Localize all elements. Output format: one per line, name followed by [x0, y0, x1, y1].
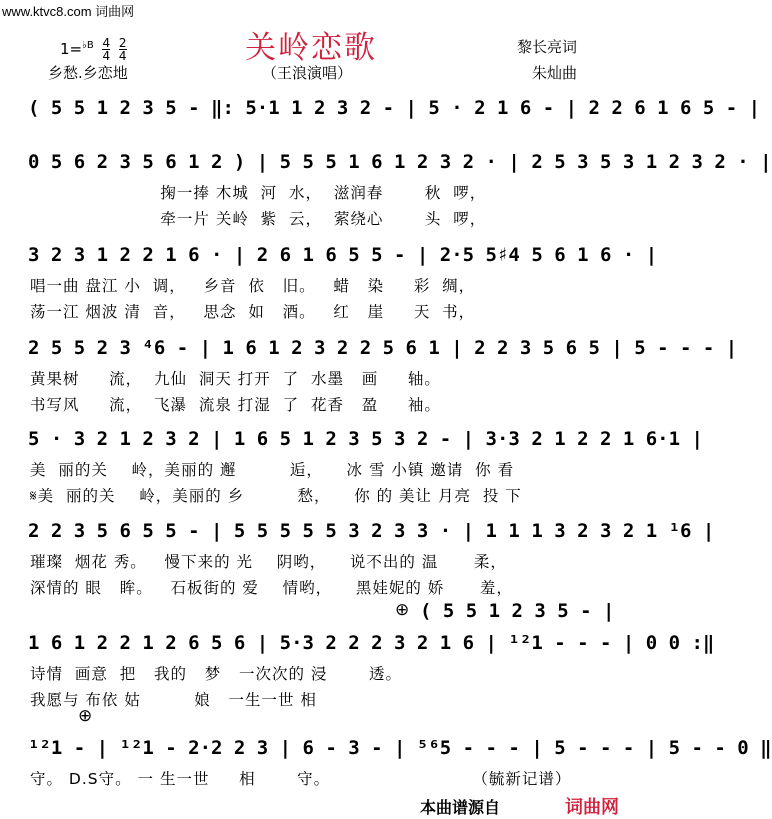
- lyricist: 黎长亮词: [517, 38, 578, 56]
- notation-row: ¹²1 - | ¹²1 - 2·2 2 3 | 6 - 3 - | ⁵⁶5 - - - | 5 - - - | 5 - - 0 ‖: [28, 737, 772, 759]
- site-watermark: www.ktvc8.com 词曲网: [2, 4, 135, 19]
- notation-row: 2 2 3 5 6 5 5 - | 5 5 5 5 5 3 2 3 3 · | 1 1 1 3 2 3 2 1 ¹6 |: [28, 520, 715, 542]
- lyric-line: 牵一片 关岭 紫 云， 萦绕心 头 啰，: [30, 210, 487, 228]
- lyric-line: 璀璨 烟花 秀。 慢下来的 光 阴哟， 说不出的 温 柔，: [30, 553, 507, 571]
- footer-source: 本曲谱源自: [420, 798, 501, 817]
- notation-row: 1 6 1 2 2 1 2 6 5 6 | 5·3 2 2 2 3 2 1 6 | ¹²1 - - - | 0 0 :‖: [28, 632, 715, 654]
- coda-sign-2: ⊕: [78, 706, 93, 726]
- lyric-line: 书写风 流， 飞瀑 流泉 打湿 了 花香 盈 袖。: [30, 396, 441, 414]
- key-signature: [60, 37, 127, 62]
- song-title: 关岭恋歌: [245, 30, 377, 66]
- key-prefix: 1=: [60, 40, 83, 58]
- lyric-line: 诗情 画意 把 我的 梦 一次次的 浸 透。: [30, 665, 402, 683]
- lyric-line: 𝄋美 丽的关 岭，美丽的 乡 愁， 你 的 美让 月亮 投 下: [30, 487, 522, 505]
- time-signature-1: $\frac{4}{4}$: [102, 36, 111, 63]
- lyric-line: 深情的 眼 眸。 石板街的 爱 情哟， 黑娃妮的 娇 羞，: [30, 579, 513, 597]
- coda-notes: ( 5 5 1 2 3 5 - |: [420, 600, 615, 622]
- key-note: ♭B: [82, 40, 94, 51]
- lyric-line: 荡一江 烟波 清 音， 思念 如 酒。 红 崖 天 书，: [30, 303, 476, 321]
- time-signature-2: $\frac{2}{4}$: [118, 36, 127, 63]
- subtitle: 乡愁.乡恋地: [48, 64, 128, 82]
- notation-row: 5 · 3 2 1 2 3 2 | 1 6 5 1 2 3 5 3 2 - | 3·3 2 1 2 2 1 6·1 |: [28, 428, 703, 450]
- lyric-line: 守。 D.S守。 一 生一世 相 守。 （毓新记谱）: [30, 770, 572, 788]
- notation-row: 3 2 3 1 2 2 1 6 · | 2 6 1 6 5 5 - | 2·5 5♯4 5 6 1 6 · |: [28, 244, 658, 266]
- notation-row: ( 5 5 1 2 3 5 - ‖: 5·1 1 2 3 2 - | 5 · 2 1 6 - | 2 2 6 1 6 5 - |: [28, 97, 761, 119]
- performer: （王浪演唱）: [262, 64, 353, 82]
- lyric-line: 美 丽的关 岭，美丽的 邂 逅， 冰 雪 小镇 邀请 你 看: [30, 461, 515, 479]
- lyric-line: 掬一捧 木城 河 水， 滋润春 秋 啰，: [30, 184, 487, 202]
- notation-row: 0 5 6 2 3 5 6 1 2 ) | 5 5 5 1 6 1 2 3 2 · | 2 5 3 5 3 1 2 3 2 · |: [28, 151, 772, 173]
- lyric-line: 我愿与 布依 姑 娘 一生一世 相: [30, 691, 317, 709]
- lyric-line: 黄果树 流， 九仙 洞天 打开 了 水墨 画 轴。: [30, 370, 441, 388]
- coda-sign: ⊕: [395, 600, 410, 620]
- footer-logo: 词曲网: [565, 797, 619, 818]
- lyric-line: 唱一曲 盘江 小 调， 乡音 依 旧。 蜡 染 彩 绸，: [30, 277, 476, 295]
- composer: 朱灿曲: [532, 64, 578, 82]
- notation-row: 2 5 5 2 3 ⁴6 - | 1 6 1 2 3 2 2 5 6 1 | 2 2 3 5 6 5 | 5 - - - |: [28, 337, 738, 359]
